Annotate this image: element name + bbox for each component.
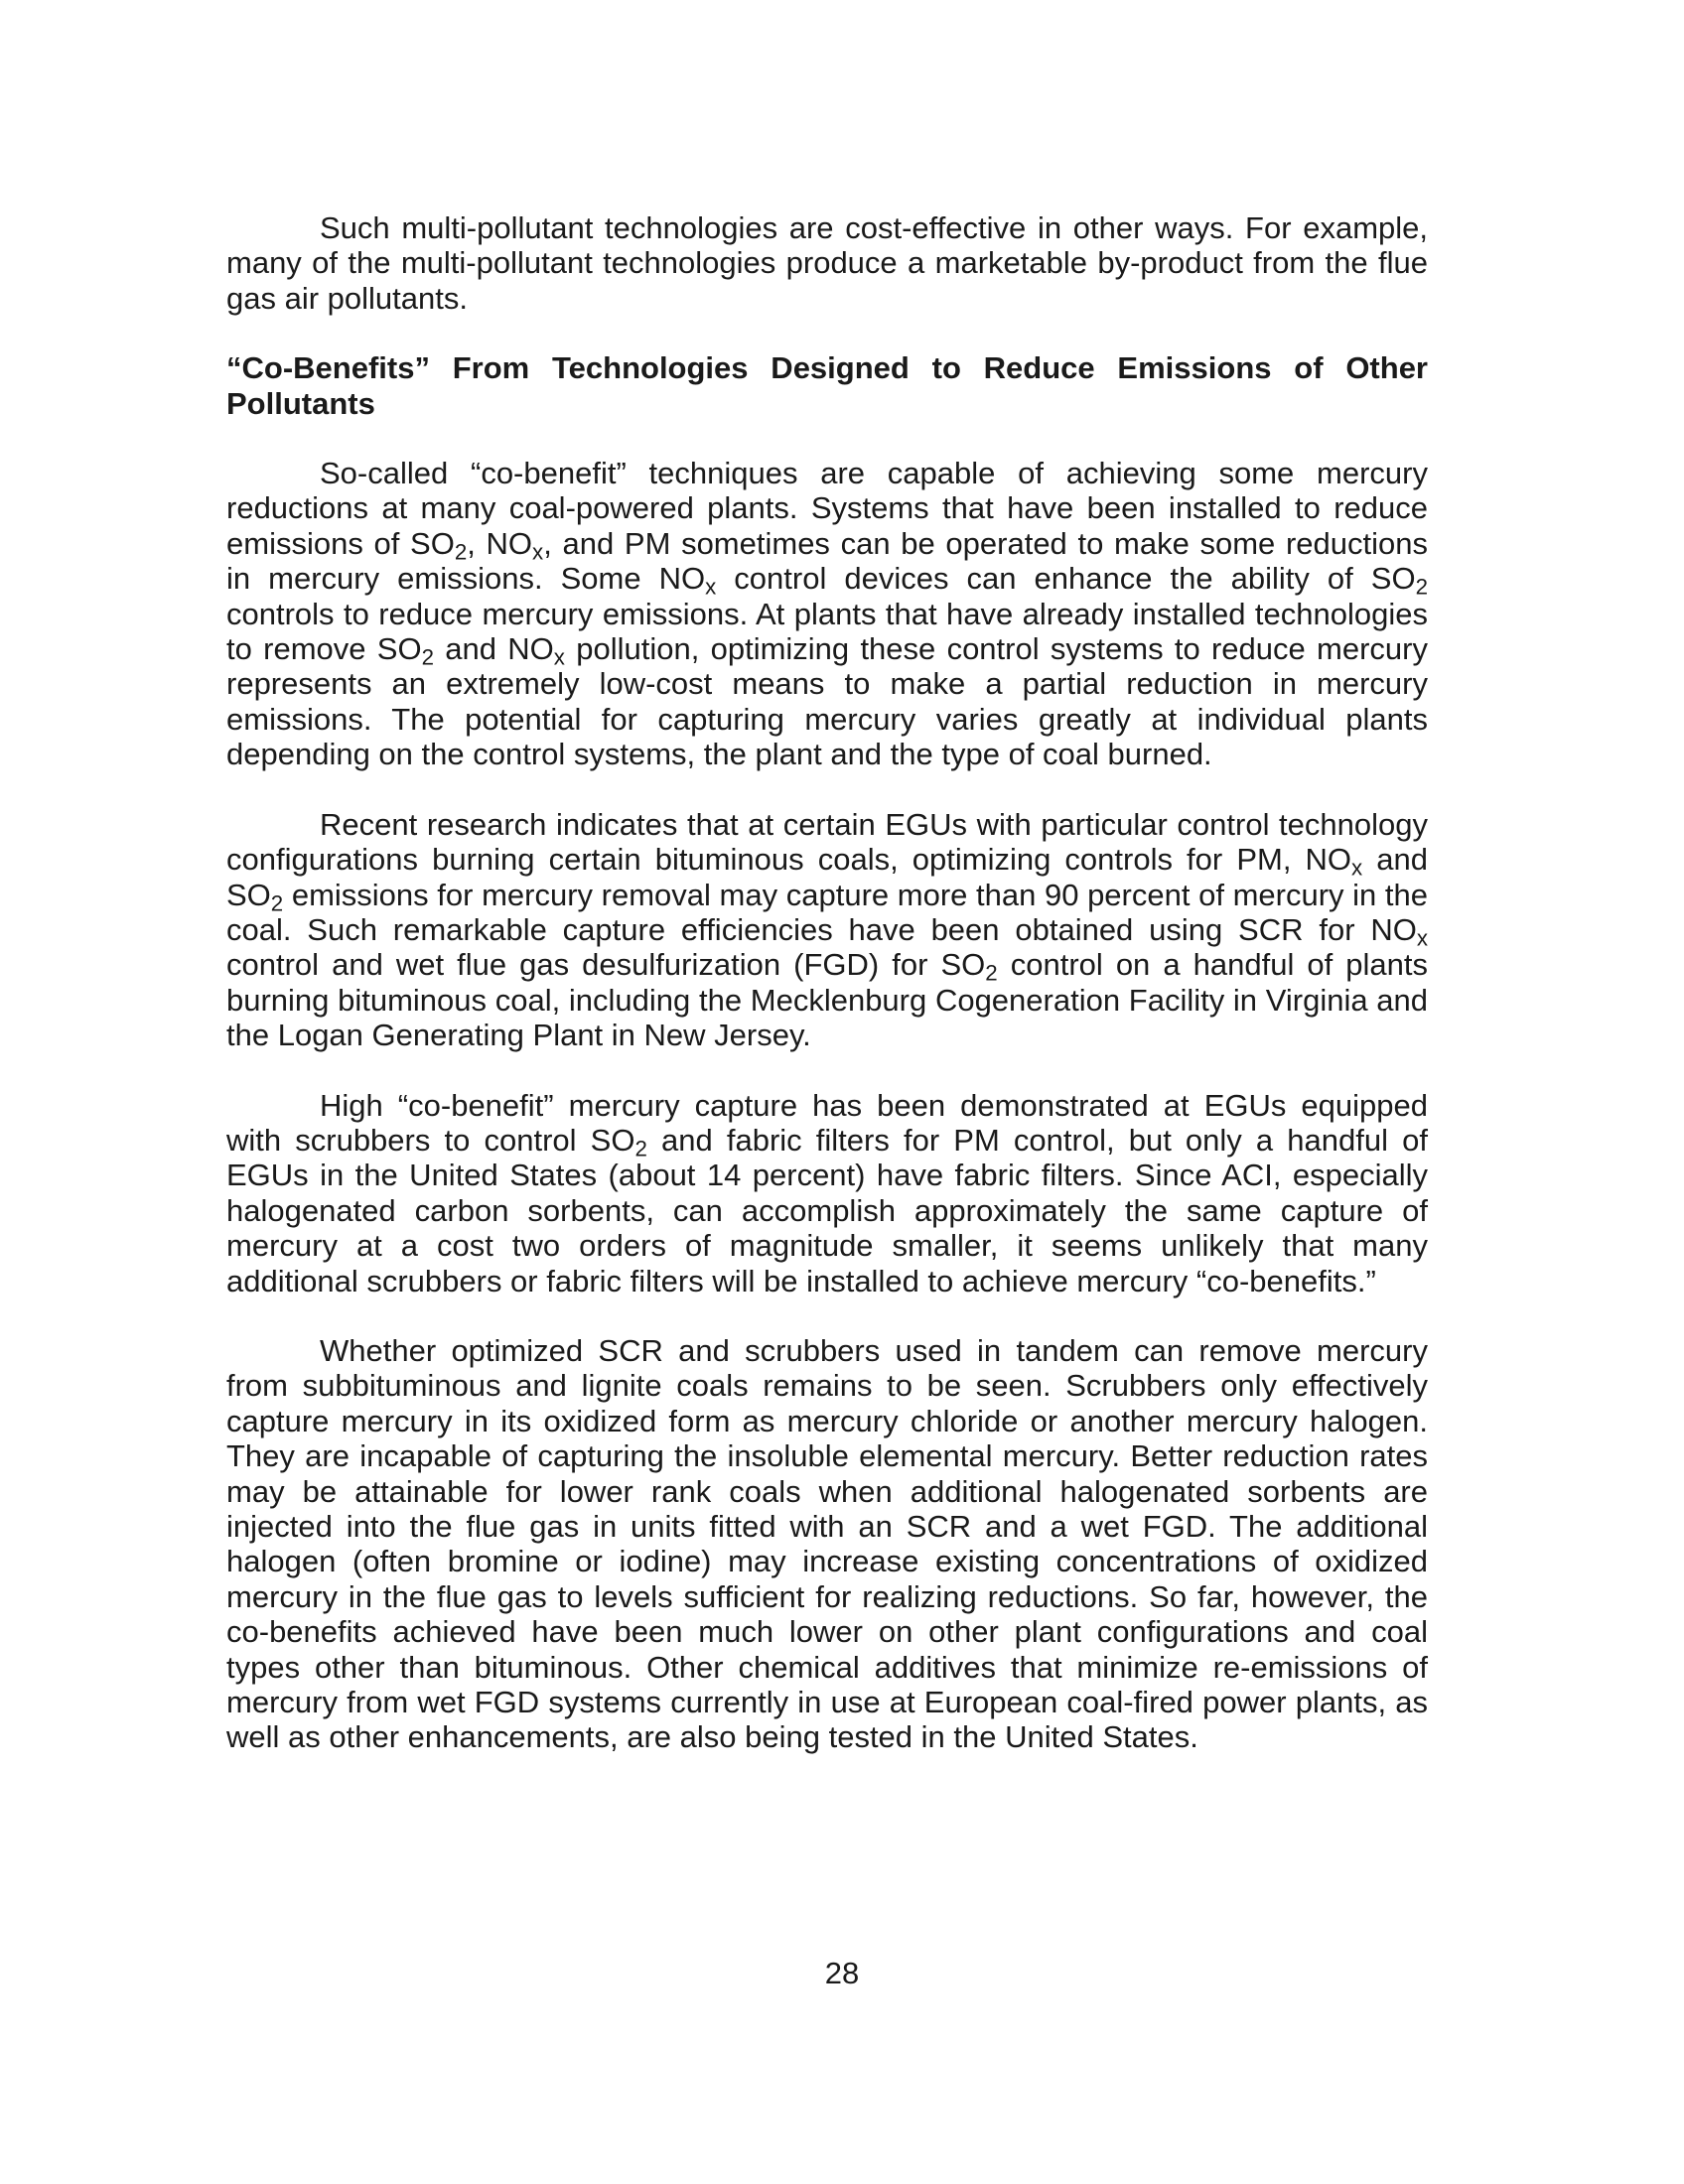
body-paragraph-4: Whether optimized SCR and scrubbers used in tandem can remove mercury from subbituminous and lignite coals remains to be seen. Scrubbers only effectively capture mercury in its oxidized form as mercury chloride or another mercury halogen. They are incapable of capturing the insoluble elemental mercury. Better reduction rates may be attainable for lower rank coals when additional halogenated sorbents are injected into the flue gas in units fitted with an SCR and a wet FGD. The additional halogen (often bromine or iodine) may increase existing concentrations of oxidized mercury in the flue gas to levels sufficient for realizing reductions. So far, however, the co-benefits achieved have been much lower on other plant configurations and coal types other than bituminous. Other chemical additives that minimize re-emissions of mercury from wet FGD systems currently in use at European coal-fired power plants, as well as other enhancements, are also being tested in the United States. [226, 1332, 1428, 1755]
subscript: 2 [634, 1136, 647, 1161]
page-number: 28 [824, 1956, 860, 1990]
subscript: 2 [270, 890, 284, 916]
subscript: 2 [985, 960, 998, 986]
body-paragraph-1: So-called “co-benefit” techniques are capable of achieving some mercury reductions at many coal-powered plants. Systems that have been installed to reduce emissions of $SO_2$, $NO_x$, and PM sometimes can be operated to make some reductions in mercury emissions. Some $NO_x$ control devices can enhance the ability of $SO_2$ controls to reduce mercury emissions. At plants that have already installed technologies to remove $SO_2$ and $NO_x$ pollution, optimizing these control systems to reduce mercury represents an extremely low-cost means to make a partial reduction in mercury emissions. The potential for capturing mercury varies greatly at individual plants depending on the control systems, the plant and the type of coal burned. [226, 456, 1428, 772]
subscript: x [553, 644, 565, 670]
body-paragraph-2: Recent research indicates that at certain EGUs with particular control technology configurations burning certain bituminous coals, optimizing controls for PM, $NO_x$ and $SO_2$ emissions for mercury removal may capture more than 90 percent of mercury in the coal. Such remarkable capture efficiencies have been obtained using SCR for $NO_x$ control and wet flue gas desulfurization (FGD) for $SO_2$ control on a handful of plants burning bituminous coal, including the Mecklenburg Cogeneration Facility in Virginia and the Logan Generating Plant in New Jersey. [226, 806, 1428, 1053]
subscript: 2 [454, 539, 468, 565]
intro-paragraph: Such multi-pollutant technologies are cost-effective in other ways. For example, many of the multi-pollutant technologies produce a marketable by-product from the flue gas air pollutants. [226, 210, 1428, 316]
subscript: x [1351, 855, 1363, 881]
document-page [226, 210, 1428, 1790]
subscript: x [532, 539, 544, 565]
subscript: x [705, 574, 717, 600]
section-heading: “Co-Benefits” From Technologies Designed to Reduce Emissions of Other Pollutants [226, 350, 1428, 421]
subscript: x [1416, 925, 1428, 951]
subscript: 2 [1415, 574, 1428, 600]
body-paragraph-3: High “co-benefit” mercury capture has been demonstrated at EGUs equipped with scrubbers to control $SO_2$ and fabric filters for PM control, but only a handful of EGUs in the United States (about 14 percent) have fabric filters. Since ACI, especially halogenated carbon sorbents, can accomplish approximately the same capture of mercury at a cost two orders of magnitude smaller, it seems unlikely that many additional scrubbers or fabric filters will be installed to achieve mercury “co-benefits.” [226, 1087, 1428, 1298]
subscript: 2 [421, 644, 434, 670]
